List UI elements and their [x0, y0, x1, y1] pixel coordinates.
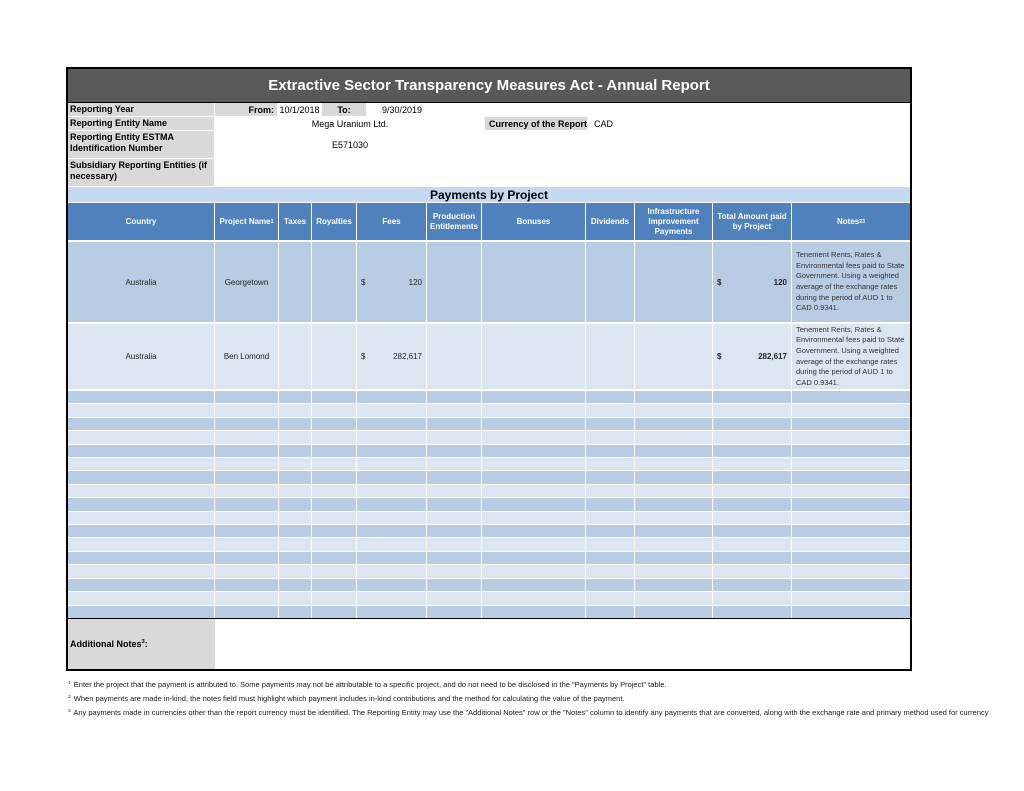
additional-notes-label: Additional Notes$^3$: [68, 619, 215, 669]
empty-cell [279, 445, 312, 457]
empty-cell [713, 512, 792, 524]
empty-cell [215, 538, 279, 550]
empty-cell [586, 498, 635, 510]
empty-cell [279, 391, 312, 403]
empty-cell [215, 485, 279, 497]
cell-notes[interactable]: Tenement Rents, Rates & Environmental fees paid to State Government. Using a weighted average of the exchange rates during the period of AUD 1 to CAD 0.9341. [796, 250, 905, 313]
spacer [438, 103, 910, 117]
empty-cell [713, 565, 792, 577]
empty-cell [792, 498, 910, 510]
empty-table-row[interactable] [68, 431, 910, 444]
empty-table-row[interactable] [68, 498, 910, 511]
cell-country[interactable]: Australia [68, 242, 215, 322]
empty-cell [792, 458, 910, 470]
empty-cell [482, 592, 586, 604]
additional-notes-row [68, 618, 910, 669]
empty-table-row[interactable] [68, 525, 910, 538]
cell-infrastructure[interactable] [635, 242, 713, 322]
empty-cell [427, 512, 482, 524]
empty-cell [215, 431, 279, 443]
empty-cell [792, 512, 910, 524]
empty-cell [586, 538, 635, 550]
empty-cell [482, 418, 586, 430]
from-date-field[interactable]: 10/1/2018 [279, 105, 320, 115]
empty-cell [482, 391, 586, 403]
empty-cell [215, 404, 279, 416]
empty-cell [312, 525, 357, 537]
column-header-total-amount-paid-by-project: Total Amount paid by Project [713, 203, 792, 240]
cell-total[interactable] [713, 324, 792, 389]
empty-cell [635, 431, 713, 443]
empty-rows-area [68, 391, 910, 618]
empty-cell [279, 538, 312, 550]
cell-taxes[interactable] [279, 324, 312, 389]
empty-cell [427, 592, 482, 604]
empty-cell [792, 471, 910, 483]
empty-cell [357, 471, 427, 483]
footnotes [68, 680, 1020, 722]
table-row-ben-lomond [68, 324, 910, 391]
empty-cell [312, 471, 357, 483]
cell-bonuses[interactable] [482, 324, 586, 389]
spacer [647, 117, 910, 131]
empty-cell [68, 471, 215, 483]
empty-cell [279, 404, 312, 416]
empty-cell [586, 592, 635, 604]
empty-table-row[interactable] [68, 485, 910, 498]
empty-cell [635, 538, 713, 550]
empty-cell [635, 512, 713, 524]
cell-notes[interactable]: Tenement Rents, Rates & Environmental fees paid to State Government. Using a weighted average of the exchange rates during the period of AUD 1 to CAD 0.9341. [796, 324, 905, 387]
footnote-1: $^1$ Enter the project that the payment is attributed to. Some payments may not be attributable to a specific project, and do not need to be disclosed in the "Payments by Project" table. [68, 680, 667, 689]
empty-cell [635, 458, 713, 470]
empty-cell [279, 471, 312, 483]
empty-cell [586, 391, 635, 403]
empty-cell [635, 498, 713, 510]
empty-cell [312, 445, 357, 457]
empty-cell [792, 431, 910, 443]
empty-cell [68, 606, 215, 618]
reporting-year-label: Reporting Year [68, 103, 215, 117]
cell-total[interactable] [713, 242, 792, 322]
fees-value: 282,617 [393, 352, 422, 361]
empty-cell [713, 418, 792, 430]
empty-cell [586, 606, 635, 618]
currency-field[interactable]: CAD [594, 119, 614, 129]
empty-cell [792, 552, 910, 564]
empty-cell [312, 512, 357, 524]
empty-cell [312, 606, 357, 618]
empty-cell [427, 606, 482, 618]
empty-cell [279, 579, 312, 591]
empty-cell [427, 431, 482, 443]
empty-cell [482, 471, 586, 483]
empty-cell [482, 485, 586, 497]
empty-cell [279, 431, 312, 443]
column-header-dividends: Dividends [586, 203, 635, 240]
empty-cell [635, 592, 713, 604]
empty-cell [312, 538, 357, 550]
spacer [485, 131, 910, 159]
empty-cell [312, 418, 357, 430]
empty-cell [357, 579, 427, 591]
empty-cell [215, 445, 279, 457]
cell-dividends[interactable] [586, 324, 635, 389]
empty-cell [215, 592, 279, 604]
empty-cell [427, 565, 482, 577]
empty-cell [713, 431, 792, 443]
empty-table-row[interactable] [68, 458, 910, 471]
empty-cell [586, 431, 635, 443]
empty-cell [792, 525, 910, 537]
empty-cell [586, 404, 635, 416]
empty-cell [713, 498, 792, 510]
empty-cell [357, 498, 427, 510]
empty-cell [792, 418, 910, 430]
empty-cell [279, 512, 312, 524]
empty-cell [635, 471, 713, 483]
table-body [68, 242, 910, 391]
column-header-bonuses: Bonuses [482, 203, 586, 240]
empty-cell [586, 485, 635, 497]
empty-table-row[interactable] [68, 471, 910, 484]
empty-cell [586, 418, 635, 430]
currency-symbol: $ [717, 277, 722, 287]
empty-cell [713, 471, 792, 483]
empty-cell [215, 565, 279, 577]
cell-country[interactable]: Australia [68, 324, 215, 389]
empty-cell [713, 485, 792, 497]
empty-cell [792, 391, 910, 403]
column-header-notes: Notes 23 [792, 203, 910, 240]
empty-cell [427, 404, 482, 416]
footnote-3: $^3$ Any payments made in currencies other than the report currency must be identified. The Reporting Entity may use the "Additional Notes" row or the "Notes" column to identify any payments that are converted, along with the exchange rate and primary method used for currency [68, 708, 989, 717]
estma-id-field[interactable]: E571030 [331, 140, 369, 150]
empty-cell [635, 606, 713, 618]
empty-cell [586, 579, 635, 591]
empty-cell [792, 579, 910, 591]
empty-cell [713, 525, 792, 537]
empty-cell [635, 579, 713, 591]
empty-cell [279, 592, 312, 604]
empty-table-row[interactable] [68, 592, 910, 605]
empty-cell [586, 458, 635, 470]
empty-cell [427, 418, 482, 430]
total-value: 282,617 [758, 352, 787, 361]
empty-cell [357, 458, 427, 470]
empty-cell [357, 606, 427, 618]
empty-cell [68, 445, 215, 457]
cell-bonuses[interactable] [482, 242, 586, 322]
empty-cell [68, 458, 215, 470]
empty-cell [357, 538, 427, 550]
cell-production[interactable] [427, 242, 482, 322]
empty-cell [215, 418, 279, 430]
empty-cell [68, 565, 215, 577]
empty-cell [713, 592, 792, 604]
empty-table-row[interactable] [68, 565, 910, 578]
empty-cell [279, 565, 312, 577]
total-value: 120 [773, 277, 787, 287]
entity-name-label: Reporting Entity Name [68, 117, 215, 131]
currency-symbol: $ [717, 352, 722, 361]
empty-cell [357, 404, 427, 416]
empty-cell [427, 552, 482, 564]
empty-cell [357, 592, 427, 604]
empty-cell [792, 565, 910, 577]
estma-report [66, 67, 912, 671]
empty-cell [482, 579, 586, 591]
empty-cell [68, 498, 215, 510]
column-header-project-name: Project Name 1 [215, 203, 279, 240]
footnote-2: $^2$ When payments are made in-kind, the notes field must highlight which payment includes in-kind contributions and the method for calculating the value of the payment. [68, 694, 625, 703]
empty-cell [586, 552, 635, 564]
empty-cell [68, 579, 215, 591]
empty-cell [713, 391, 792, 403]
empty-cell [68, 431, 215, 443]
empty-cell [635, 445, 713, 457]
cell-taxes[interactable] [279, 242, 312, 322]
empty-cell [68, 538, 215, 550]
empty-cell [713, 579, 792, 591]
empty-cell [215, 512, 279, 524]
empty-cell [427, 498, 482, 510]
reporting-year-row [68, 103, 910, 117]
empty-cell [279, 525, 312, 537]
empty-cell [279, 458, 312, 470]
empty-cell [713, 445, 792, 457]
empty-cell [713, 552, 792, 564]
empty-cell [68, 418, 215, 430]
empty-cell [427, 445, 482, 457]
subsidiary-row [68, 159, 910, 187]
empty-cell [482, 431, 586, 443]
column-header-taxes: Taxes [279, 203, 312, 240]
entity-name-field[interactable]: Mega Uranium Ltd. [311, 119, 389, 129]
to-date-field[interactable]: 9/30/2019 [381, 105, 423, 115]
empty-table-row[interactable] [68, 445, 910, 458]
empty-cell [635, 418, 713, 430]
empty-cell [215, 498, 279, 510]
cell-production[interactable] [427, 324, 482, 389]
cell-project[interactable]: Ben Lomond [215, 324, 279, 389]
empty-cell [482, 565, 586, 577]
empty-cell [427, 458, 482, 470]
empty-cell [586, 512, 635, 524]
empty-cell [357, 445, 427, 457]
empty-cell [279, 498, 312, 510]
empty-cell [68, 404, 215, 416]
empty-cell [792, 538, 910, 550]
empty-cell [357, 391, 427, 403]
empty-cell [215, 458, 279, 470]
empty-cell [427, 538, 482, 550]
empty-cell [482, 538, 586, 550]
empty-cell [279, 552, 312, 564]
cell-infrastructure[interactable] [635, 324, 713, 389]
empty-cell [713, 538, 792, 550]
empty-table-row[interactable] [68, 552, 910, 565]
empty-cell [357, 418, 427, 430]
table-header-row [68, 203, 910, 242]
empty-cell [68, 485, 215, 497]
empty-cell [215, 606, 279, 618]
empty-cell [357, 525, 427, 537]
empty-table-row[interactable] [68, 538, 910, 551]
empty-cell [312, 579, 357, 591]
empty-cell [635, 485, 713, 497]
column-header-royalties: Royalties [312, 203, 357, 240]
empty-cell [635, 552, 713, 564]
empty-cell [792, 592, 910, 604]
empty-cell [482, 498, 586, 510]
empty-cell [68, 391, 215, 403]
empty-table-row[interactable] [68, 391, 910, 404]
empty-table-row[interactable] [68, 606, 910, 618]
empty-cell [635, 565, 713, 577]
empty-cell [215, 525, 279, 537]
empty-cell [279, 418, 312, 430]
cell-fees[interactable] [357, 324, 427, 389]
empty-cell [792, 485, 910, 497]
empty-cell [312, 498, 357, 510]
empty-cell [68, 552, 215, 564]
empty-cell [427, 485, 482, 497]
fees-value: 120 [408, 277, 422, 287]
cell-royalties[interactable] [312, 324, 357, 389]
empty-cell [482, 552, 586, 564]
empty-cell [279, 485, 312, 497]
empty-cell [312, 552, 357, 564]
additional-notes-field[interactable] [215, 619, 910, 669]
empty-cell [635, 391, 713, 403]
empty-cell [427, 525, 482, 537]
cell-fees[interactable] [357, 242, 427, 322]
empty-cell [792, 606, 910, 618]
empty-cell [68, 512, 215, 524]
empty-cell [357, 431, 427, 443]
estma-id-label: Reporting Entity ESTMA Identification Number [68, 131, 215, 159]
report-title: Extractive Sector Transparency Measures Act - Annual Report [68, 69, 910, 103]
empty-cell [427, 579, 482, 591]
empty-cell [279, 606, 312, 618]
empty-cell [586, 525, 635, 537]
cell-project[interactable]: Georgetown [215, 242, 279, 322]
empty-cell [713, 404, 792, 416]
empty-cell [68, 525, 215, 537]
currency-symbol: $ [361, 277, 366, 287]
empty-cell [635, 525, 713, 537]
empty-cell [215, 471, 279, 483]
estma-id-row [68, 131, 910, 159]
empty-cell [215, 552, 279, 564]
empty-cell [357, 485, 427, 497]
empty-cell [357, 552, 427, 564]
cell-royalties[interactable] [312, 242, 357, 322]
empty-cell [482, 445, 586, 457]
empty-cell [312, 485, 357, 497]
empty-cell [312, 565, 357, 577]
table-row-georgetown [68, 242, 910, 324]
from-label: From: [215, 103, 277, 117]
column-header-production-entitlements: Production Entitlements [427, 203, 482, 240]
column-header-infrastructure-improvement-payments: Infrastructure Improvement Payments [635, 203, 713, 240]
empty-table-row[interactable] [68, 512, 910, 525]
empty-cell [312, 391, 357, 403]
empty-cell [482, 512, 586, 524]
empty-cell [792, 404, 910, 416]
currency-label: Currency of the Report [485, 117, 587, 131]
empty-cell [312, 458, 357, 470]
empty-cell [482, 458, 586, 470]
report-form [68, 103, 910, 187]
empty-cell [215, 391, 279, 403]
empty-cell [482, 606, 586, 618]
empty-cell [357, 565, 427, 577]
empty-cell [357, 512, 427, 524]
empty-table-row[interactable] [68, 579, 910, 592]
empty-cell [427, 391, 482, 403]
empty-table-row[interactable] [68, 418, 910, 431]
empty-cell [792, 445, 910, 457]
empty-cell [215, 579, 279, 591]
cell-dividends[interactable] [586, 242, 635, 322]
empty-cell [312, 592, 357, 604]
empty-cell [482, 525, 586, 537]
empty-cell [427, 471, 482, 483]
empty-cell [68, 592, 215, 604]
currency-symbol: $ [361, 352, 366, 361]
empty-cell [482, 404, 586, 416]
payments-by-project-header: Payments by Project [68, 187, 910, 203]
column-header-fees: Fees [357, 203, 427, 240]
to-label: To: [322, 103, 366, 117]
empty-cell [586, 565, 635, 577]
empty-cell [635, 404, 713, 416]
column-header-country: Country [68, 203, 215, 240]
subsidiary-field[interactable] [215, 159, 910, 187]
empty-cell [586, 445, 635, 457]
subsidiary-label: Subsidiary Reporting Entities (if necessary) [68, 159, 215, 187]
empty-cell [713, 458, 792, 470]
entity-name-row [68, 117, 910, 131]
empty-cell [586, 471, 635, 483]
empty-table-row[interactable] [68, 404, 910, 417]
empty-cell [312, 431, 357, 443]
empty-cell [713, 606, 792, 618]
empty-cell [312, 404, 357, 416]
